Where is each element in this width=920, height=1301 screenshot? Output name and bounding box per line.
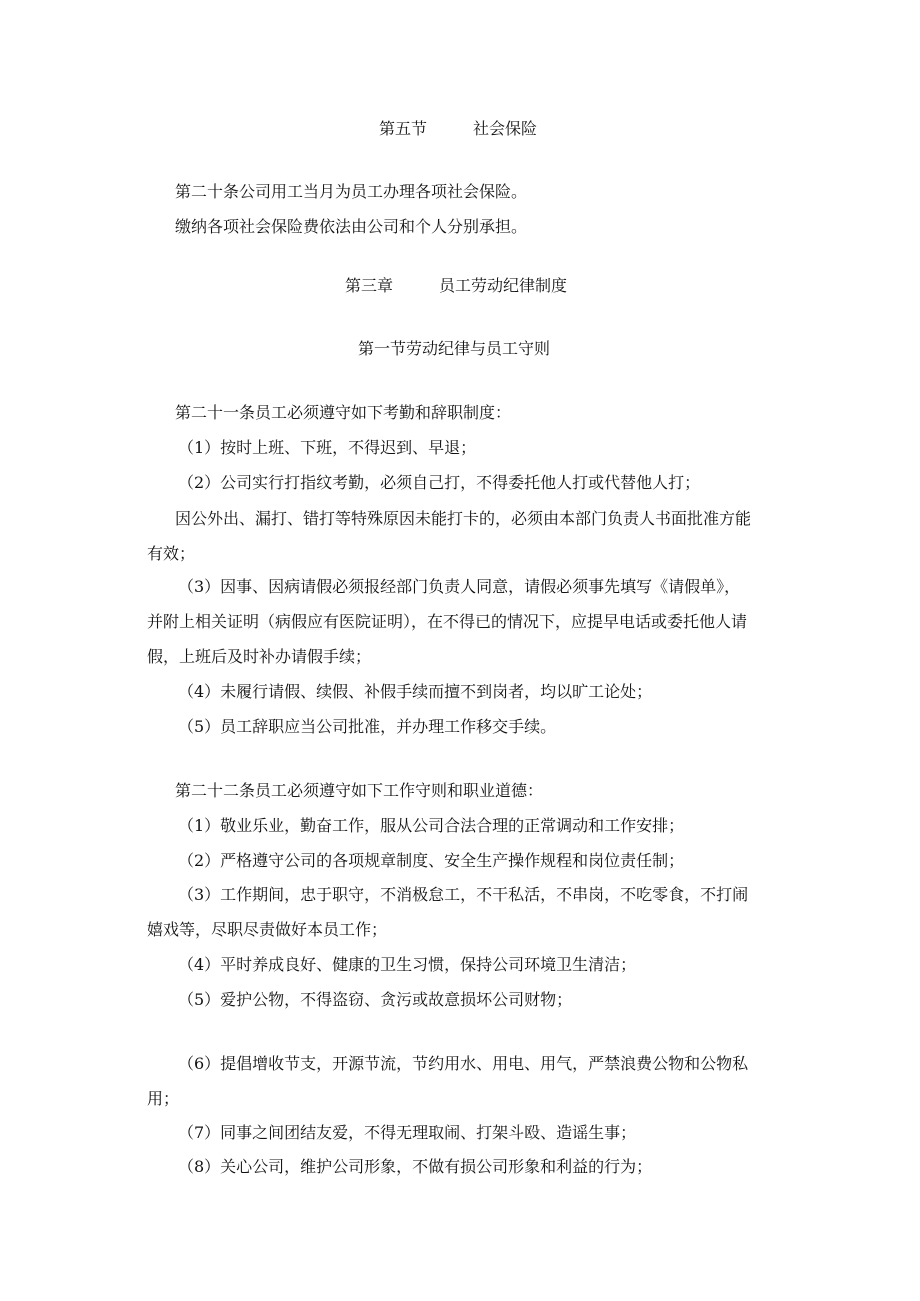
article-21-item-1: （1）按时上班、下班，不得迟到、早退； (178, 438, 477, 457)
chapter-title: 员工劳动纪律制度 (439, 276, 568, 295)
section-heading (379, 119, 537, 139)
article-22-item-8: （8）关心公司，维护公司形象，不做有损公司形象和利益的行为； (178, 1157, 653, 1176)
article-22-item-1: （1）敬业乐业，勤奋工作，服从公司合法合理的正常调动和工作安排； (178, 816, 685, 835)
article-20-line-2: 缴纳各项社会保险费依法由公司和个人分别承担。 (175, 217, 528, 236)
article-21-item-2: （2）公司实行打指纹考勤，必须自己打，不得委托他人打或代替他人打； (178, 473, 701, 492)
subsection-heading: 第一节劳动纪律与员工守则 (358, 339, 551, 358)
section-number: 第五节 (379, 119, 428, 138)
article-22-item-6-line-2: 用； (147, 1089, 180, 1108)
article-22-item-2: （2）严格遵守公司的各项规章制度、安全生产操作规程和岗位责任制； (178, 851, 685, 870)
article-21-item-3-line-1: （3）因事、因病请假必须报经部门负责人同意，请假必须事先填写《请假单》， (178, 577, 741, 596)
section-title: 社会保险 (473, 119, 538, 138)
article-21-item-3-line-2: 并附上相关证明（病假应有医院证明），在不得已的情况下，应提早电话或委托他人请 (147, 612, 748, 631)
article-22-intro: 第二十二条员工必须遵守如下工作守则和职业道德： (175, 781, 544, 800)
article-21-item-2-cont-2: 有效； (147, 544, 196, 563)
article-22-item-7: （7）同事之间团结友爱，不得无理取闹、打架斗殴、造谣生事； (178, 1123, 637, 1142)
article-21-item-3-line-3: 假，上班后及时补办请假手续； (147, 647, 372, 666)
article-22-item-3-line-2: 嬉戏等，尽职尽责做好本员工作； (147, 920, 388, 939)
article-21-item-5: （5）员工辞职应当公司批准，并办理工作移交手续。 (178, 717, 557, 736)
article-21-item-4: （4）未履行请假、续假、补假手续而擅不到岗者，均以旷工论处； (178, 682, 653, 701)
article-22-item-5: （5）爱护公物，不得盗窃、贪污或故意损坏公司财物； (178, 990, 573, 1009)
article-21-intro: 第二十一条员工必须遵守如下考勤和辞职制度： (175, 403, 512, 422)
article-22-item-6-line-1: （6）提倡增收节支，开源节流，节约用水、用电、用气，严禁浪费公物和公物私 (178, 1054, 749, 1073)
article-21-item-2-cont-1: 因公外出、漏打、错打等特殊原因未能打卡的，必须由本部门负责人书面批准方能 (175, 509, 752, 528)
chapter-number: 第三章 (345, 276, 394, 295)
chapter-heading (345, 276, 567, 296)
article-22-item-4: （4）平时养成良好、健康的卫生习惯，保持公司环境卫生清洁； (178, 955, 637, 974)
article-22-item-3-line-1: （3）工作期间，忠于职守，不消极怠工，不干私活，不串岗，不吃零食，不打闹 (178, 885, 749, 904)
article-20-line-1: 第二十条公司用工当月为员工办理各项社会保险。 (175, 182, 528, 201)
